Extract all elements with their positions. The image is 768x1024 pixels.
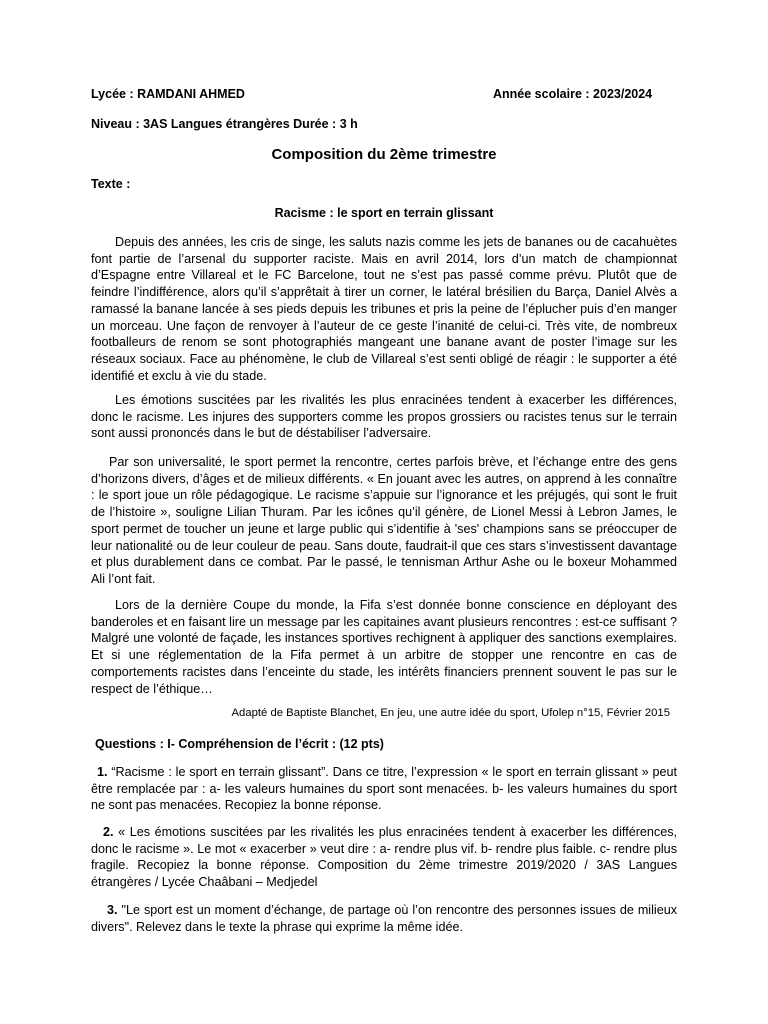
question-3 — [91, 902, 677, 935]
school-name: Lycée : RAMDANI AHMED — [91, 87, 245, 101]
question-text: "Le sport est un moment d’échange, de partage où l’on rencontre des personnes issues de milieux divers". Relevez dans le texte la phrase qui exprime la même idée. — [91, 903, 678, 934]
article-paragraph-3: Par son universalité, le sport permet la rencontre, certes parfois brève, et l’échange entre des gens d’horizons divers, d’âges et de milieux différents. « En jouant avec les autres, on apprend à les connaître : le sport joue un rôle pédagogique. Le racisme s’appuie sur l’ignorance et les préjugés, qui sont le fruit de l’histoire », souligne Lilian Thuram. Par les icônes qu’il génère, de Lionel Messi à Lebron James, le sport permet de toucher un jeune et large public qui s’identifie à 'ses' champions sans se préoccuper de leur nationalité ou de leur couleur de peau. Sans doute, faudrait-il que ces stars s’investissent davantage et plus durablement dans ce combat. Par le passé, le tennisman Arthur Ashe ou le boxeur Mohammed Ali l’ont fait. — [91, 455, 677, 586]
question-1 — [91, 764, 677, 814]
article-paragraph-2: Les émotions suscitées par les rivalités les plus enracinées tendent à exacerber les différences, donc le racisme. Les injures des supporters comme les propos grossiers ou racistes tenus sur le terrain sont aussi prononcés dans le but de déstabiliser l’adversaire. — [91, 393, 677, 441]
level-duration: Niveau : 3AS Langues étrangères Durée : 3 h — [91, 117, 358, 131]
question-number: 2. — [103, 825, 114, 839]
questions-heading: Questions : I- Compréhension de l’écrit : (12 pts) — [95, 737, 384, 751]
texte-label: Texte : — [91, 177, 131, 191]
article-paragraph-1: Depuis des années, les cris de singe, les saluts nazis comme les jets de bananes ou de cacahuètes font partie de l’arsenal du supporter raciste. Mais en avril 2014, lors d’un match de championnat d’Espagne entre Villareal et le FC Barcelone, tout ne s’est pas passé comme prévu. Plutôt que de feindre l’indifférence, alors qu’il s’apprêtait à tirer un corner, le latéral brésilien du Barça, Daniel Alvès a ramassé la banane lancée à ses pieds depuis les tribunes et pris la peine de l’éplucher puis d’en manger un morceau. Une façon de renvoyer à l’auteur de ce geste l’inanité de celui-ci. Très vite, de nombreux footballeurs de renom se sont photographiés mangeant une banane avant de poster l’image sur les réseaux sociaux. Face au phénomène, le club de Villareal s’est senti obligé de réagir : le supporter a été identifié et exclu à vie du stade. — [91, 235, 677, 383]
article-title: Racisme : le sport en terrain glissant — [274, 206, 494, 220]
question-number: 1. — [97, 765, 108, 779]
question-text: “Racisme : le sport en terrain glissant”. Dans ce titre, l’expression « le sport en terrain glissant » peut être remplacée par : a- les valeurs humaines du sport sont menacées. b- les valeurs humaines du sport ne sont pas menacées. Recopiez la bonne réponse. — [91, 765, 678, 813]
article-paragraph-4: Lors de la dernière Coupe du monde, la Fifa s’est donnée bonne conscience en déployant des banderoles et en faisant lire un message par les capitaines avant plusieurs rencontres : est-ce suffisant ? Malgré une volonté de façade, les instances sportives rechignent à appliquer des sanctions exemplaires. Et si une réglementation de la Fifa permet à un arbitre de stopper une rencontre en cas de comportements racistes dans l’enceinte du stade, les intérêts financiers prennent souvent le pas sur le respect de l’éthique… — [91, 598, 677, 696]
question-text: « Les émotions suscitées par les rivalités les plus enracinées tendent à exacerber les différences, donc le racisme ». Le mot « exacerber » veut dire : a- rendre plus vif. b- rendre plus faible. c- rendre plus fragile. Recopiez la bonne réponse. Composition du 2ème trimestre 2019/2020 / 3AS Langues étrangères / Lycée Chaâbani – Medjedel — [91, 825, 677, 890]
article-source: Adapté de Baptiste Blanchet, En jeu, une autre idée du sport, Ufolep n°15, Février 2015 — [231, 707, 670, 719]
question-number: 3. — [107, 903, 118, 917]
question-2 — [91, 824, 677, 891]
page-title: Composition du 2ème trimestre — [271, 146, 497, 163]
school-year: Année scolaire : 2023/2024 — [493, 87, 653, 101]
